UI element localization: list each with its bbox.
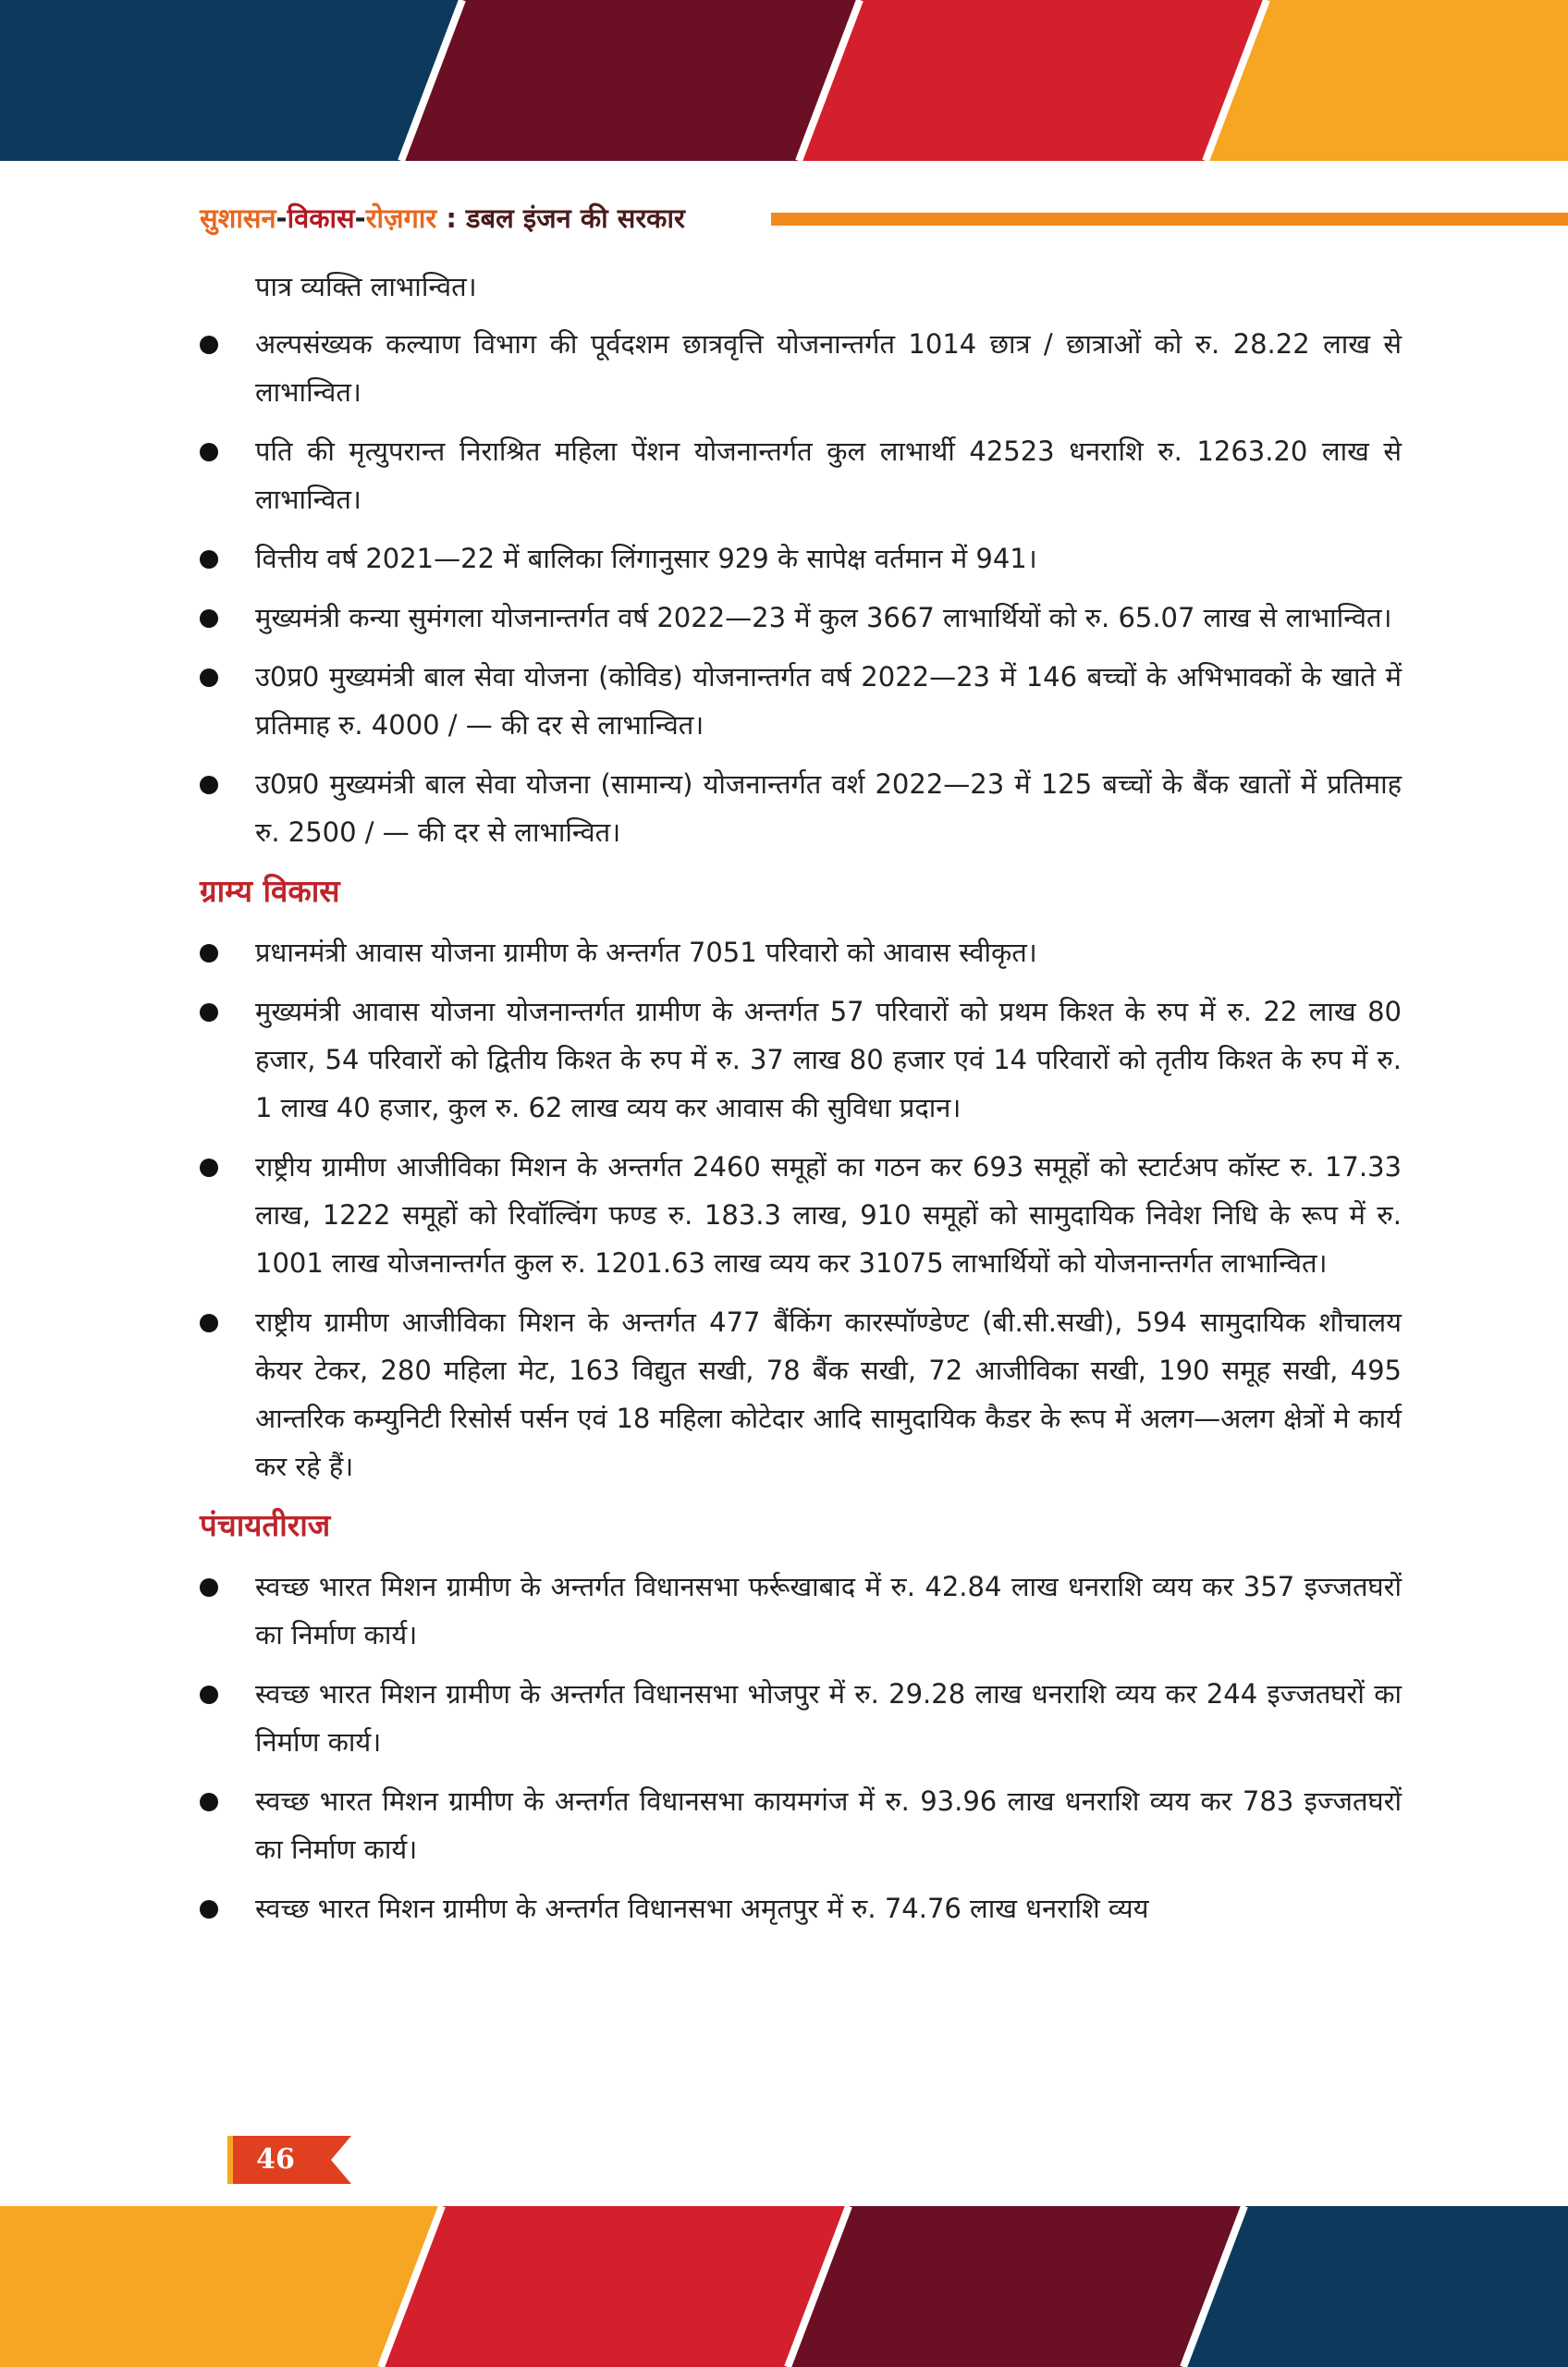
header-title-part2: विकास bbox=[287, 202, 355, 234]
list-item-text: अल्पसंख्यक कल्याण विभाग की पूर्वदशम छात्रवृत्ति योजनान्तर्गत 1014 छात्र / छात्राओं को रु. 28.22 लाख से लाभान्वित। bbox=[255, 328, 1402, 408]
list-item bbox=[200, 320, 1402, 416]
page-number-tab bbox=[227, 2136, 351, 2184]
list-item-text: राष्ट्रीय ग्रामीण आजीविका मिशन के अन्तर्गत 2460 समूहों का गठन कर 693 समूहों को स्टार्टअप कॉस्ट रु. 17.33 लाख, 1222 समूहों को रिवॉल्विंग फण्ड रु. 183.3 लाख, 910 समूहों को सामुदायिक निवेश निधि के रूप में रु. 1001 लाख योजनान्तर्गत कुल रु. 1201.63 लाख व्यय कर 31075 लाभार्थियों को योजनान्तर्गत लाभान्वित। bbox=[255, 1151, 1402, 1279]
list-item-text: स्वच्छ भारत मिशन ग्रामीण के अन्तर्गत विधानसभा फर्रूखाबाद में रु. 42.84 लाख धनराशि व्यय कर 357 इज्जतघरों का निर्माण कार्य। bbox=[255, 1571, 1402, 1650]
list-item-text: स्वच्छ भारत मिशन ग्रामीण के अन्तर्गत विधानसभा भोजपुर में रु. 29.28 लाख धनराशि व्यय कर 244 इज्जतघरों का निर्माण कार्य। bbox=[255, 1678, 1402, 1758]
list-item bbox=[200, 928, 1402, 976]
section-heading-panchayati-raj: पंचायतीराज bbox=[200, 1507, 331, 1543]
bullet-icon bbox=[200, 1003, 218, 1022]
list-item bbox=[200, 1884, 1402, 1932]
bullet-icon bbox=[200, 944, 218, 963]
bullet-icon bbox=[200, 336, 218, 354]
bullet-icon bbox=[200, 609, 218, 628]
list-item bbox=[200, 534, 1402, 583]
continuation-line: पात्र व्यक्ति लाभान्वित। bbox=[255, 271, 477, 302]
bottom-color-banner bbox=[0, 2206, 1568, 2367]
list-item bbox=[200, 1777, 1402, 1873]
page-number: 46 bbox=[256, 2143, 295, 2176]
bullet-icon bbox=[200, 1793, 218, 1811]
list-item-text: स्वच्छ भारत मिशन ग्रामीण के अन्तर्गत विधानसभा अमृतपुर में रु. 74.76 लाख धनराशि व्यय bbox=[255, 1893, 1149, 1924]
top-color-banner bbox=[0, 0, 1568, 161]
list-item-text: वित्तीय वर्ष 2021—22 में बालिका लिंगानुसार 929 के सापेक्ष वर्तमान में 941। bbox=[255, 543, 1037, 574]
page-content bbox=[200, 263, 1402, 1944]
bullet-icon bbox=[200, 668, 218, 687]
section-heading-gramya-vikas: ग्राम्य विकास bbox=[200, 873, 340, 909]
list-item-text: प्रधानमंत्री आवास योजना ग्रामीण के अन्तर्गत 7051 परिवारो को आवास स्वीकृत। bbox=[255, 937, 1037, 968]
list-item-text: मुख्यमंत्री कन्या सुमंगला योजनान्तर्गत वर्ष 2022—23 में कुल 3667 लाभार्थियों को रु. 65.07 लाख से लाभान्वित। bbox=[255, 602, 1392, 633]
list-item-text: स्वच्छ भारत मिशन ग्रामीण के अन्तर्गत विधानसभा कायमगंज में रु. 93.96 लाख धनराशि व्यय कर 783 इज्जतघरों का निर्माण कार्य। bbox=[255, 1785, 1402, 1865]
header-title-part3: रोज़गार bbox=[365, 202, 437, 234]
header-rule bbox=[771, 213, 1568, 226]
list-item-text: पति की मृत्युपरान्त निराश्रित महिला पेंशन योजनान्तर्गत कुल लाभार्थी 42523 धनराशि रु. 1263.20 लाख से लाभान्वित। bbox=[255, 435, 1402, 515]
bullet-icon bbox=[200, 1900, 218, 1919]
list-item bbox=[200, 427, 1402, 523]
bullet-icon bbox=[200, 1686, 218, 1704]
list-item bbox=[200, 1298, 1402, 1490]
bullet-icon bbox=[200, 1159, 218, 1177]
list-item-text: उ0प्र0 मुख्यमंत्री बाल सेवा योजना (सामान्य) योजनान्तर्गत वर्श 2022—23 में 125 बच्चों के बैंक खातों में प्रतिमाह रु. 2500 / — की दर से लाभान्वित। bbox=[255, 768, 1402, 848]
list-item bbox=[200, 760, 1402, 856]
bullet-icon bbox=[200, 776, 218, 794]
header-title-part4: : डबल इंजन की सरकार bbox=[436, 202, 685, 234]
header-separator-1: - bbox=[276, 202, 288, 234]
bullet-icon bbox=[200, 1578, 218, 1597]
list-item-text: राष्ट्रीय ग्रामीण आजीविका मिशन के अन्तर्गत 477 बैंकिंग कारस्पॉण्डेण्ट (बी.सी.सखी), 594 सामुदायिक शौचालय केयर टेकर, 280 महिला मेट, 163 विद्युत सखी, 78 बैंक सखी, 72 आजीविका सखी, 190 समूह सखी, 495 आन्तरिक कम्युनिटी रिसोर्स पर्सन एवं 18 महिला कोटेदार आदि सामुदायिक कैडर के रूप में अलग—अलग क्षेत्रों मे कार्य कर रहे हैं। bbox=[255, 1306, 1402, 1482]
list-item-text: उ0प्र0 मुख्यमंत्री बाल सेवा योजना (कोविड) योजनान्तर्गत वर्ष 2022—23 में 146 बच्चों के अभिभावकों के खाते में प्रतिमाह रु. 4000 / — की दर से लाभान्वित। bbox=[255, 661, 1402, 741]
running-header bbox=[200, 198, 1429, 239]
list-item bbox=[200, 1670, 1402, 1766]
list-item bbox=[200, 1143, 1402, 1287]
list-item bbox=[200, 987, 1402, 1132]
bullet-icon bbox=[200, 550, 218, 569]
bullet-icon bbox=[200, 443, 218, 461]
list-item-text: मुख्यमंत्री आवास योजना योजनान्तर्गत ग्रामीण के अन्तर्गत 57 परिवारों को प्रथम किश्त के रुप में रु. 22 लाख 80 हजार, 54 परिवारों को द्वितीय किश्त के रुप में रु. 37 लाख 80 हजार एवं 14 परिवारों को तृतीय किश्त के रुप में रु. 1 लाख 40 हजार, कुल रु. 62 लाख व्यय कर आवास की सुविधा प्रदान। bbox=[255, 996, 1402, 1123]
header-title-part1: सुशासन bbox=[200, 202, 276, 234]
list-item bbox=[200, 594, 1402, 642]
list-item bbox=[200, 653, 1402, 749]
bullet-icon bbox=[200, 1314, 218, 1332]
header-title bbox=[200, 198, 685, 239]
list-item bbox=[200, 1563, 1402, 1659]
header-separator-2: - bbox=[354, 202, 366, 234]
